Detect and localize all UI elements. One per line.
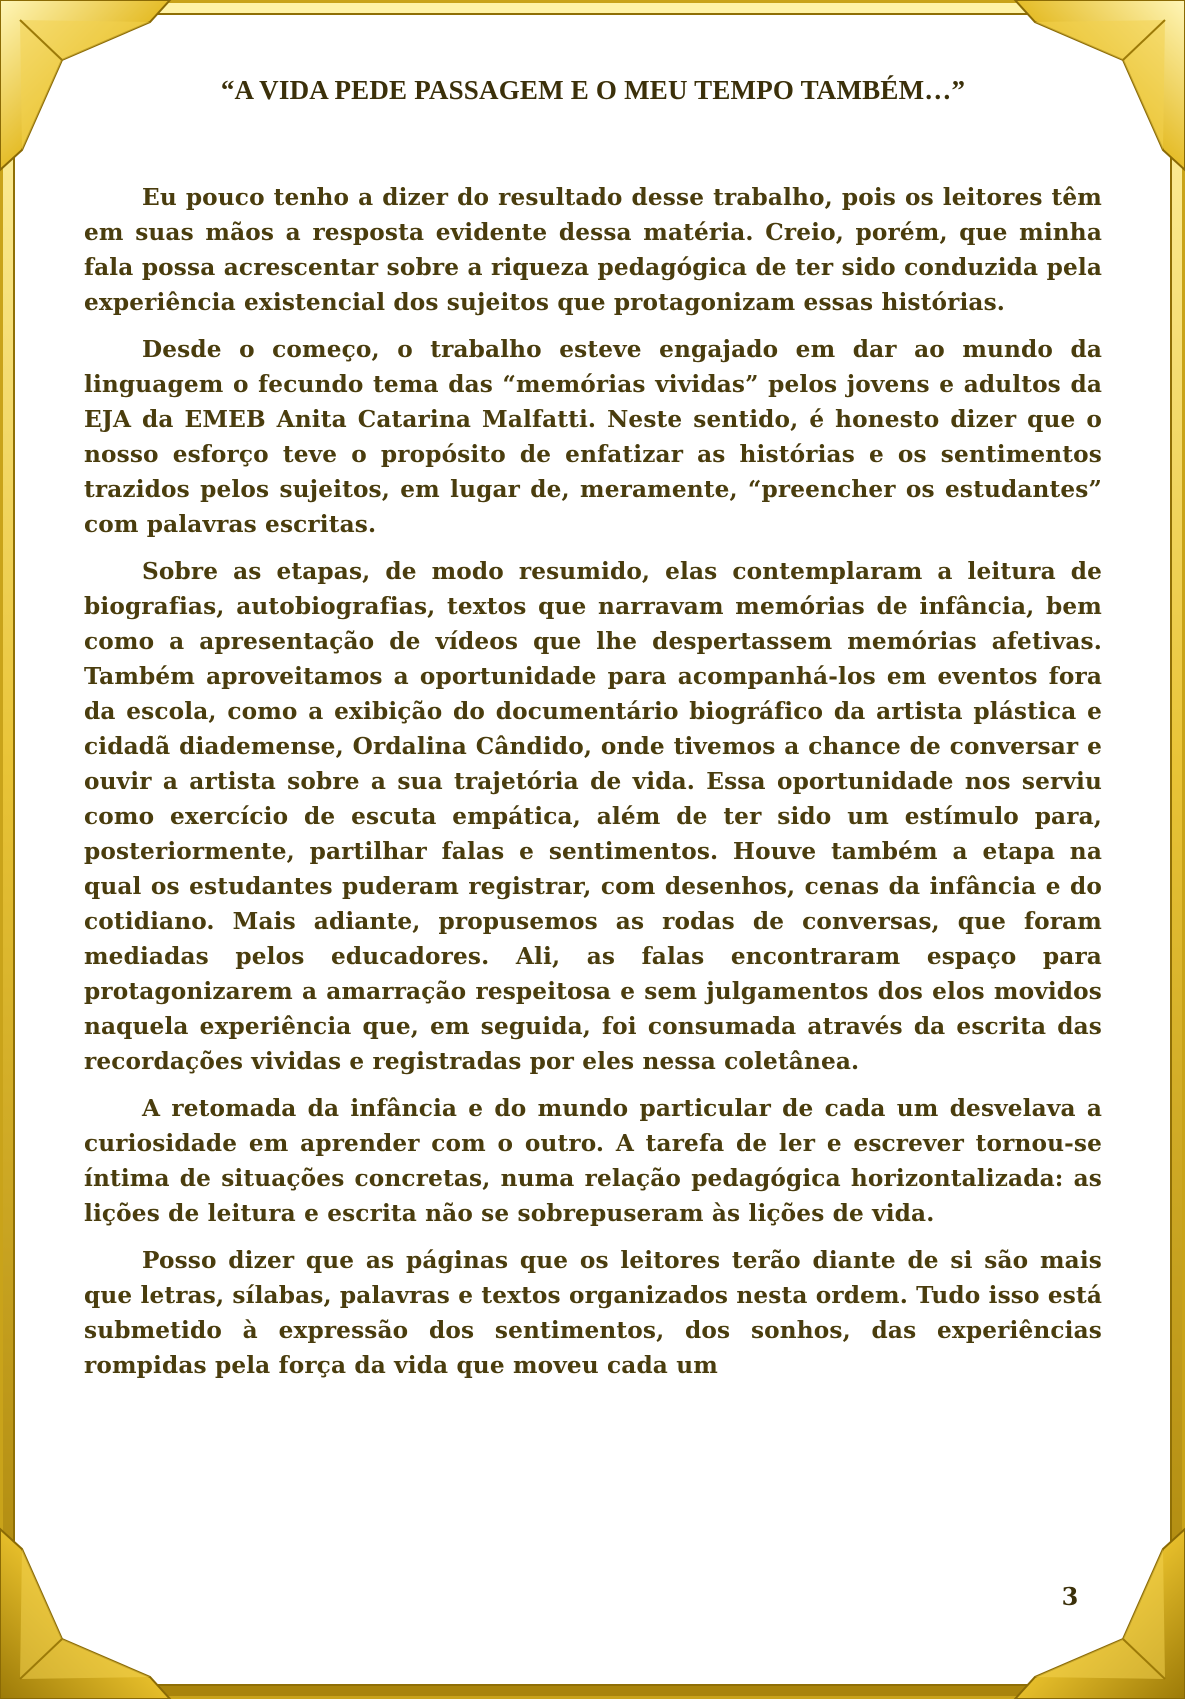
body-text [84, 180, 1102, 1395]
paragraph-4: A retomada da infância e do mundo particular de cada um desvelava a curiosidade em aprender com o outro. A tarefa de ler e escrever tornou-se íntima de situações concretas, numa relação pedagógica horizontalizada: as lições de leitura e escrita não se sobrepuseram às lições de vida. [84, 1095, 1102, 1227]
page-title: “A VIDA PEDE PASSAGEM E O MEU TEMPO TAMBÉM…” [220, 75, 966, 105]
paragraph-1: Eu pouco tenho a dizer do resultado desse trabalho, pois os leitores têm em suas mãos a resposta evidente dessa matéria. Creio, porém, que minha fala possa acrescentar sobre a riqueza pedagógica de ter sido conduzida pela experiência existencial dos sujeitos que protagonizam essas histórias. [84, 184, 1102, 316]
corner-ornament-bottom-right [1015, 1529, 1185, 1699]
paragraph-3: Sobre as etapas, de modo resumido, elas contemplaram a leitura de biografias, autobiografias, textos que narravam memórias de infância, bem como a apresentação de vídeos que lhe despertassem memórias afetivas. Também aproveitamos a oportunidade para acompanhá-los em eventos fora da escola, como a exibição do documentário biográfico da artista plástica e cidadã diademense, Ordalina Cândido, onde tivemos a chance de conversar e ouvir a artista sobre a sua trajetória de vida. Essa oportunidade nos serviu como exercício de escuta empática, além de ter sido um estímulo para, posteriormente, partilhar falas e sentimentos. Houve também a etapa na qual os estudantes puderam registrar, com desenhos, cenas da infância e do cotidiano. Mais adiante, propusemos as rodas de conversas, que foram mediadas pelos educadores. Ali, as falas encontraram espaço para protagonizarem a amarração respeitosa e sem julgamentos dos elos movidos naquela experiência que, em seguida, foi consumada através da escrita das recordações vividas e registradas por eles nessa coletânea. [84, 558, 1102, 1075]
corner-ornament-bottom-left [0, 1529, 170, 1699]
page-number: 3 [1061, 1582, 1079, 1611]
page-content [84, 70, 1102, 1550]
paragraph-5: Posso dizer que as páginas que os leitores terão diante de si são mais que letras, sílabas, palavras e textos organizados nesta ordem. Tudo isso está submetido à expressão dos sentimentos, dos sonhos, das experiências rompidas pela força da vida que moveu cada um [84, 1247, 1102, 1379]
paragraph-2: Desde o começo, o trabalho esteve engajado em dar ao mundo da linguagem o fecundo tema das “memórias vividas” pelos jovens e adultos da EJA da EMEB Anita Catarina Malfatti. Neste sentido, é honesto dizer que o nosso esforço teve o propósito de enfatizar as histórias e os sentimentos trazidos pelos sujeitos, em lugar de, meramente, “preencher os estudantes” com palavras escritas. [84, 336, 1102, 538]
